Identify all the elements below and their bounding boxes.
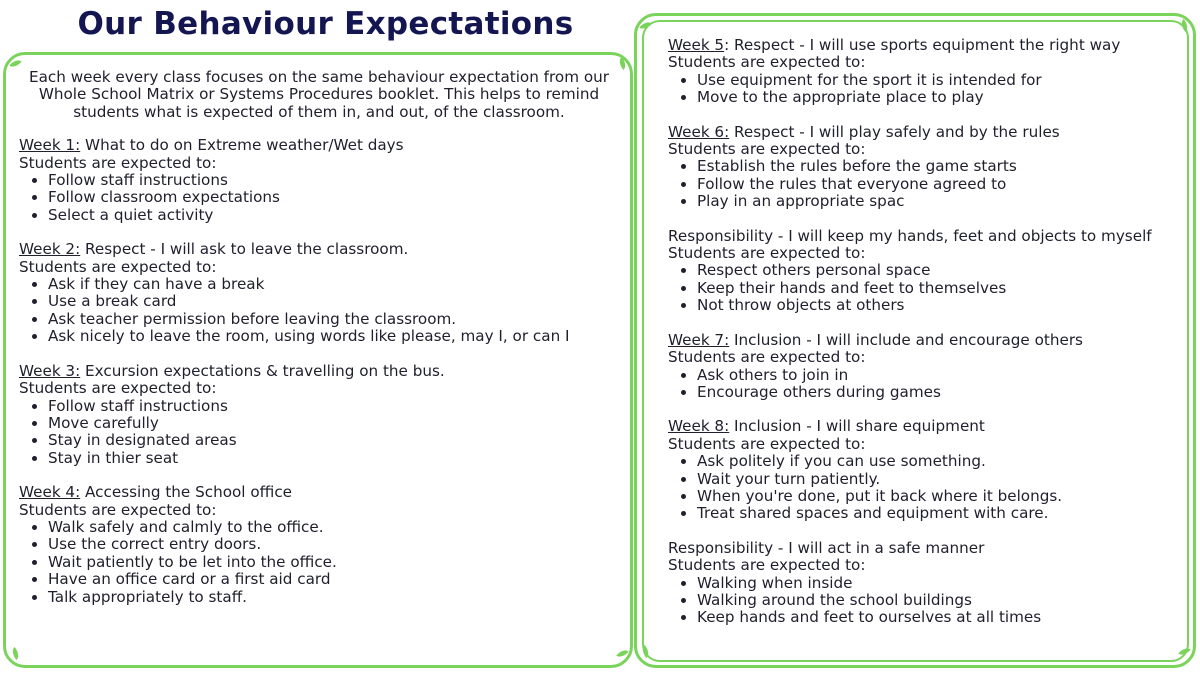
- week-8-responsibility-section: [668, 540, 1183, 627]
- week-3-list: [19, 398, 619, 468]
- week-3-section: [19, 363, 619, 467]
- expected-text: Students are expected to:: [19, 379, 217, 398]
- week-6-section: [668, 124, 1183, 211]
- list-item: • Ask if they can have a break: [48, 276, 619, 293]
- right-column: [668, 37, 1183, 644]
- expected-text: Students are expected to:: [19, 153, 217, 172]
- list-item: • Talk appropriately to staff.: [48, 589, 619, 606]
- week-1-title: What to do on Extreme weather/Wet days: [80, 136, 404, 155]
- list-item: • Walking when inside: [697, 575, 1183, 592]
- list-item: • Wait your turn patiently.: [697, 471, 1183, 488]
- list-item: • Move to the appropriate place to play: [697, 89, 1183, 106]
- week-6-title: Respect - I will play safely and by the rules: [729, 122, 1060, 141]
- expected-text: Students are expected to:: [668, 348, 866, 367]
- list-item: • Keep their hands and feet to themselves: [697, 280, 1183, 297]
- week-1-list: [19, 172, 619, 224]
- week-4-title: Accessing the School office: [80, 483, 293, 502]
- week-8-responsibility-list: [668, 575, 1183, 627]
- week-8-responsibility-title: Responsibility - I will act in a safe manner: [668, 538, 985, 557]
- list-item: • Follow staff instructions: [48, 398, 619, 415]
- left-column: [19, 69, 619, 623]
- week-8-list: [668, 453, 1183, 523]
- list-item: • Walk safely and calmly to the office.: [48, 519, 619, 536]
- list-item: • Establish the rules before the game starts: [697, 158, 1183, 175]
- week-6-responsibility-section: [668, 228, 1183, 315]
- week-4-section: [19, 484, 619, 606]
- week-2-title: Respect - I will ask to leave the classroom.: [80, 240, 409, 259]
- list-item: • Follow the rules that everyone agreed to: [697, 176, 1183, 193]
- week-3-title: Excursion expectations & travelling on the bus.: [80, 361, 445, 380]
- week-5-section: [668, 37, 1183, 107]
- list-item: • Move carefully: [48, 415, 619, 432]
- list-item: • Stay in designated areas: [48, 432, 619, 449]
- expected-text: Students are expected to:: [668, 53, 866, 72]
- expected-text: Students are expected to:: [19, 257, 217, 276]
- list-item: • Select a quiet activity: [48, 207, 619, 224]
- week-2-section: [19, 241, 619, 345]
- list-item: • Ask nicely to leave the room, using words like please, may I, or can I: [48, 328, 619, 345]
- list-item: • Play in an appropriate spac: [697, 193, 1183, 210]
- list-item: • Keep hands and feet to ourselves at all times: [697, 609, 1183, 626]
- list-item: • Use equipment for the sport it is intended for: [697, 72, 1183, 89]
- week-8-section: [668, 418, 1183, 522]
- list-item: • Stay in thier seat: [48, 450, 619, 467]
- list-item: • Not throw objects at others: [697, 297, 1183, 314]
- week-5-label: Week 5: [668, 36, 725, 54]
- week-7-title: Inclusion - I will include and encourage others: [729, 330, 1083, 349]
- expected-text: Students are expected to:: [19, 500, 217, 519]
- expected-text: Students are expected to:: [668, 244, 866, 263]
- list-item: • Use the correct entry doors.: [48, 536, 619, 553]
- expected-text: Students are expected to:: [668, 140, 866, 159]
- list-item: • Encourage others during games: [697, 384, 1183, 401]
- list-item: • Ask politely if you can use something.: [697, 453, 1183, 470]
- week-5-title: : Respect - I will use sports equipment the right way: [724, 36, 1121, 54]
- week-6-list: [668, 158, 1183, 210]
- page-title: Our Behaviour Expectations: [77, 6, 574, 42]
- intro-paragraph: Each week every class focuses on the same behaviour expectation from our Whole School Matrix or Systems Procedures booklet. This helps to remind students what is expected of them in, and out, of the classroom.: [28, 68, 610, 121]
- week-1-section: [19, 137, 619, 224]
- list-item: • Respect others personal space: [697, 262, 1183, 279]
- week-3-label: Week 3:: [19, 361, 81, 380]
- week-6-label: Week 6:: [668, 122, 730, 141]
- expected-text: Students are expected to:: [668, 556, 866, 575]
- week-4-label: Week 4:: [19, 483, 81, 502]
- week-2-list: [19, 276, 619, 346]
- week-6-responsibility-title: Responsibility - I will keep my hands, feet and objects to myself: [668, 226, 1152, 245]
- list-item: • Have an office card or a first aid card: [48, 571, 619, 588]
- week-7-list: [668, 367, 1183, 402]
- week-7-label: Week 7:: [668, 330, 730, 349]
- list-item: • Use a break card: [48, 293, 619, 310]
- week-6-responsibility-list: [668, 262, 1183, 314]
- list-item: • Ask teacher permission before leaving the classroom.: [48, 311, 619, 328]
- week-4-list: [19, 519, 619, 606]
- list-item: • Treat shared spaces and equipment with care.: [697, 505, 1183, 522]
- week-8-label: Week 8:: [668, 417, 730, 436]
- week-1-label: Week 1:: [19, 136, 81, 155]
- list-item: • Wait patiently to be let into the office.: [48, 554, 619, 571]
- list-item: • Follow classroom expectations: [48, 189, 619, 206]
- week-2-label: Week 2:: [19, 240, 81, 259]
- list-item: • Walking around the school buildings: [697, 592, 1183, 609]
- week-7-section: [668, 332, 1183, 402]
- expected-text: Students are expected to:: [668, 434, 866, 453]
- list-item: • Follow staff instructions: [48, 172, 619, 189]
- list-item: • Ask others to join in: [697, 367, 1183, 384]
- week-8-title: Inclusion - I will share equipment: [729, 417, 985, 436]
- list-item: • When you're done, put it back where it belongs.: [697, 488, 1183, 505]
- week-5-list: [668, 72, 1183, 107]
